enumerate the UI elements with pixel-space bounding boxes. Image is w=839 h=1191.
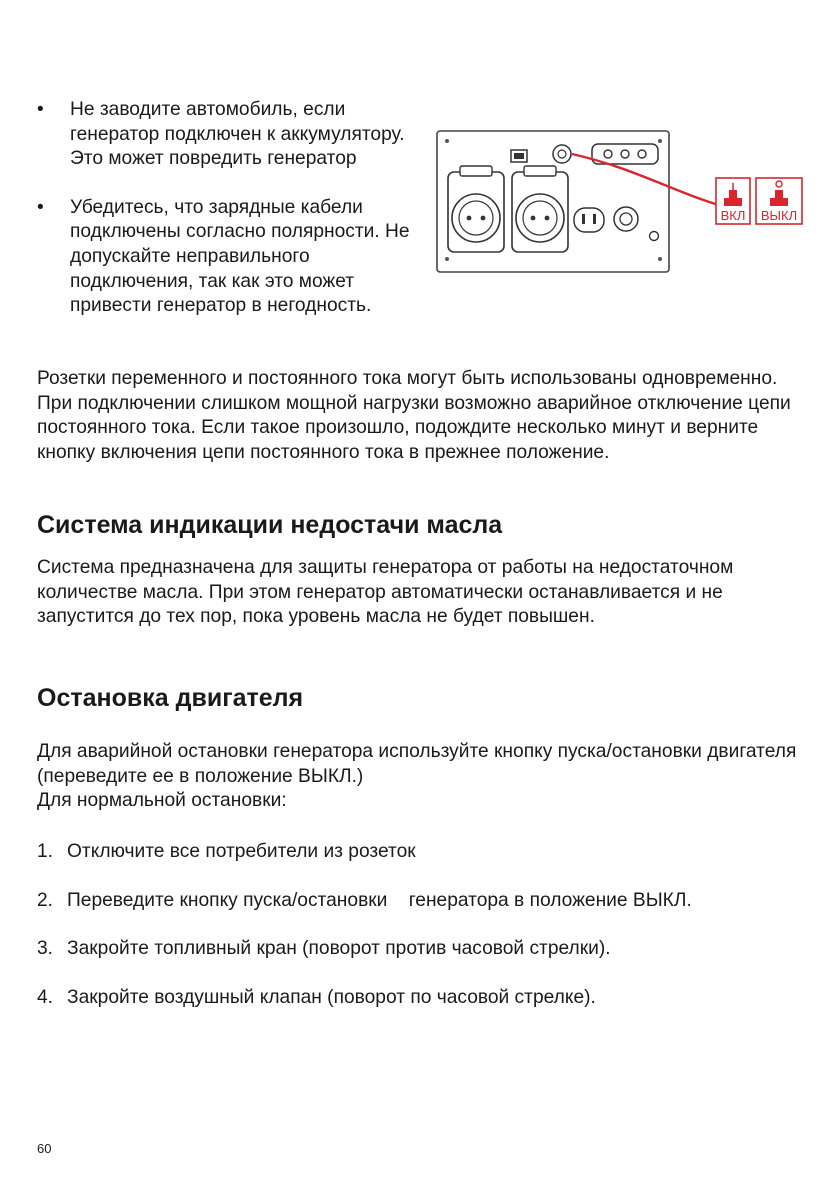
ac-socket-icon xyxy=(448,166,504,252)
list-item xyxy=(37,889,692,913)
label-off: ВЫКЛ xyxy=(760,208,798,223)
step-text: Закройте топливный кран (поворот против часовой стрелки). xyxy=(67,938,611,959)
page-number: 60 xyxy=(37,1141,52,1156)
bullet-text: Не заводите автомобиль, если генератор подключен к аккумулятору. Это может повредить генератор xyxy=(70,99,405,170)
section-text-oil: Система предназначена для защиты генератора от работы на недостаточном количестве масла. При этом генератор автоматически останавливается и не запустится до тех пор, пока уровень масла не будет повышен. xyxy=(37,557,734,627)
step-number: 1. xyxy=(37,841,54,862)
step-text: Закройте воздушный клапан (поворот по часовой стрелке). xyxy=(67,987,596,1008)
list-item xyxy=(37,98,437,172)
section-title-oil: Система индикации недостачи масла xyxy=(37,511,503,539)
bullet-marker: • xyxy=(37,99,44,120)
section-title-stop: Остановка двигателя xyxy=(37,684,304,712)
list-item xyxy=(37,840,416,864)
dc-socket-icon xyxy=(574,208,604,232)
off-indicator-icon xyxy=(756,178,802,224)
indicator-lamp-icon xyxy=(650,232,659,241)
bullet-marker: • xyxy=(37,196,44,218)
step-text: Переведите кнопку пуска/остановки генератора в положение ВЫКЛ. xyxy=(67,890,692,911)
step-number: 2. xyxy=(37,890,54,911)
bullet-text: Убедитесь, что зарядные кабели подключены согласно полярности. Не допускайте неправильного подключения, так как это может привести генератор в негодность. xyxy=(70,196,410,317)
step-number: 4. xyxy=(37,987,54,1008)
list-item xyxy=(37,196,437,319)
step-text: Отключите все потребители из розеток xyxy=(67,841,416,862)
section-text-emergency: Для аварийной остановки генератора используйте кнопку пуска/остановки двигателя (переведите ее в положение ВЫКЛ.) xyxy=(37,741,797,787)
list-item xyxy=(37,937,611,961)
on-indicator-icon xyxy=(716,178,750,224)
list-item xyxy=(37,986,596,1010)
intro-paragraph: Розетки переменного и постоянного тока могут быть использованы одновременно. При подключении слишком мощной нагрузки возможно аварийное отключение цепи постоянного тока. Если такое произошло, подождите несколько минут и верните кнопку включения цепи постоянного тока в прежнее положение. xyxy=(37,368,791,463)
warning-list xyxy=(37,98,437,343)
section-text-normal: Для нормальной остановки: xyxy=(37,790,287,811)
ac-socket-icon xyxy=(512,166,568,252)
label-on: ВКЛ xyxy=(720,208,746,223)
generator-panel-figure xyxy=(434,128,814,276)
step-number: 3. xyxy=(37,938,54,959)
